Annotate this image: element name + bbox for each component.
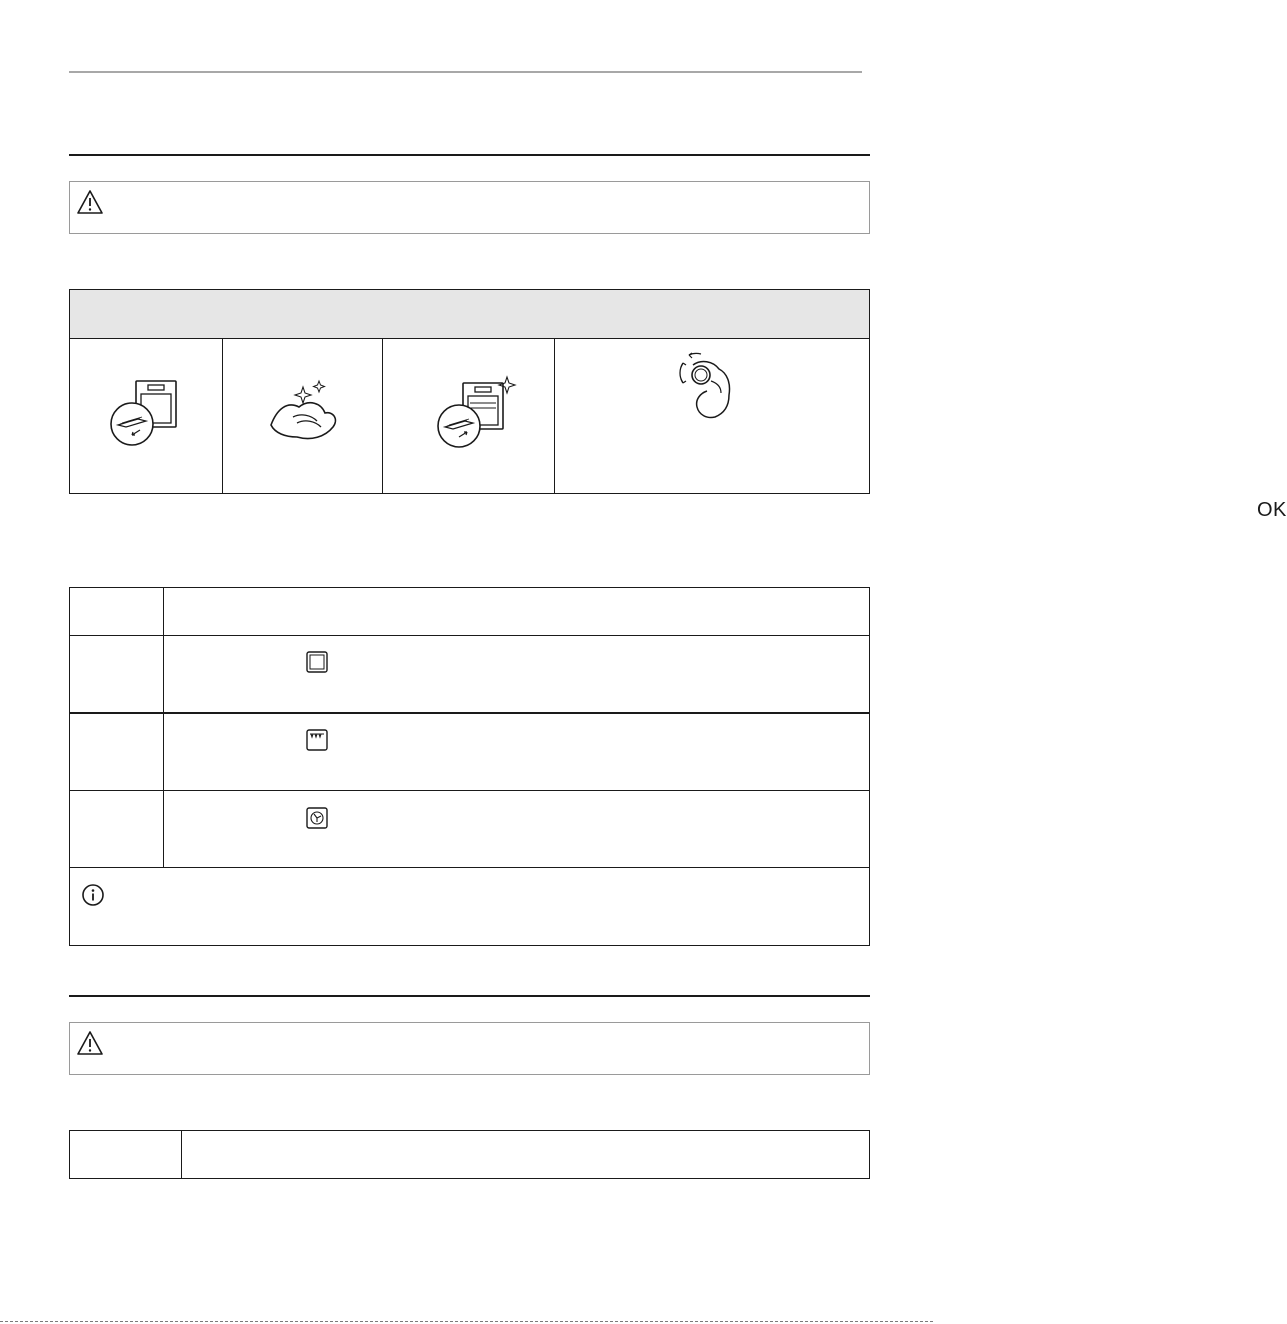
oven-functions-table (69, 587, 870, 946)
step-remove-accessories (70, 339, 222, 493)
row-divider (70, 712, 869, 714)
table-row (306, 729, 328, 756)
info-circle-icon (81, 883, 105, 907)
warning-box (69, 181, 870, 234)
oven-function-square-icon (306, 651, 328, 673)
table-row (306, 807, 328, 834)
warning-triangle-icon (76, 1030, 104, 1056)
page-cut-line (0, 1321, 933, 1322)
section-rule (69, 154, 870, 156)
table-row (306, 651, 328, 678)
step-insert-accessories (383, 339, 554, 493)
step-turn-knob (555, 339, 1287, 521)
steps-header (70, 290, 869, 339)
row-divider (70, 635, 869, 636)
column-divider (163, 588, 164, 867)
oven-top-heat-icon (306, 729, 328, 751)
bottom-table (69, 1130, 870, 1179)
oven-fan-icon (306, 807, 328, 829)
warning-box (69, 1022, 870, 1075)
warning-triangle-icon (76, 189, 104, 215)
oven-remove-accessories-icon (108, 377, 184, 447)
section-rule (69, 995, 870, 997)
column-divider (181, 1131, 182, 1178)
step-clean-cloth (223, 339, 382, 493)
oven-insert-accessories-icon (435, 377, 519, 449)
row-divider (70, 867, 869, 868)
header-rule (69, 71, 862, 73)
row-divider (70, 790, 869, 791)
rotate-knob-hand-icon (671, 351, 741, 423)
cleaning-steps-table (69, 289, 1287, 521)
cleaning-cloth-icon (263, 377, 353, 447)
ok-label: OK (1257, 499, 1287, 521)
